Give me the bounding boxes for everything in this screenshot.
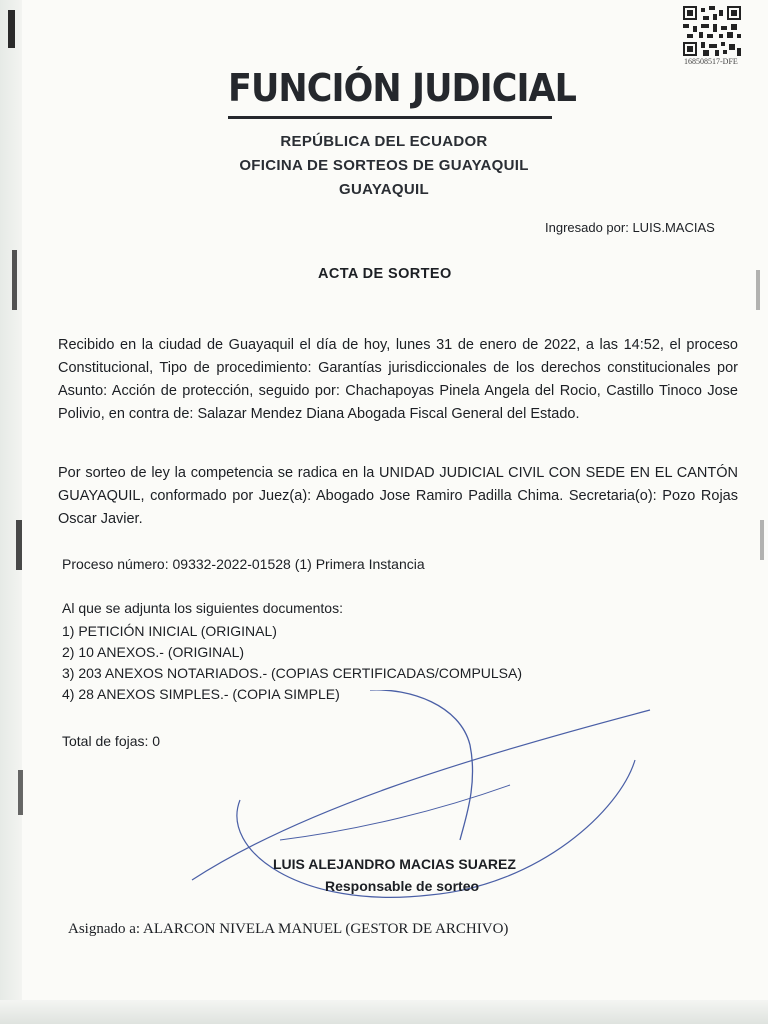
scan-mark bbox=[8, 10, 15, 48]
scan-mark bbox=[16, 520, 22, 570]
office-heading: OFICINA DE SORTEOS DE GUAYAQUIL bbox=[239, 157, 529, 174]
institution-logo-text: FUNCIÓN JUDICIAL bbox=[228, 66, 577, 110]
reception-paragraph: Recibido en la ciudad de Guayaquil el día de hoy, lunes 31 de enero de 2022, a las 14:52, el proceso Constitucional, Tipo de procedimiento: Garantías jurisdiccionales de los derechos constitucionales por Asunto: Acción de protección, seguido por: Chachapoyas Pinela Angela del Rocio, Castillo Tinoco Jose Polivio, en contra de: Salazar Mendez Diana Abogada Fiscal General del Estado. bbox=[58, 337, 738, 422]
attachment-item: 2) 10 ANEXOS.- (ORIGINAL) bbox=[62, 644, 245, 660]
scan-mark bbox=[756, 270, 760, 310]
assigned-to: Asignado a: ALARCON NIVELA MANUEL (GESTOR DE ARCHIVO) bbox=[68, 921, 509, 937]
attachment-item: 3) 203 ANEXOS NOTARIADOS.- (COPIAS CERTIFICADAS/COMPULSA) bbox=[62, 665, 523, 681]
scan-bottom-edge bbox=[0, 1000, 768, 1024]
signer-role: Responsable de sorteo bbox=[325, 878, 480, 894]
document-title: ACTA DE SORTEO bbox=[318, 266, 452, 282]
republic-heading: REPÚBLICA DEL ECUADOR bbox=[280, 133, 488, 150]
total-pages: Total de fojas: 0 bbox=[62, 733, 161, 749]
qr-code-icon bbox=[683, 6, 741, 56]
logo-underline bbox=[228, 116, 552, 119]
attachment-item: 4) 28 ANEXOS SIMPLES.- (COPIA SIMPLE) bbox=[62, 686, 340, 702]
signer-name: LUIS ALEJANDRO MACIAS SUAREZ bbox=[273, 856, 516, 872]
process-number: Proceso número: 09332-2022-01528 (1) Primera Instancia bbox=[62, 556, 425, 572]
scan-left-edge bbox=[0, 0, 22, 1024]
assignment-paragraph: Por sorteo de ley la competencia se radica en la UNIDAD JUDICIAL CIVIL CON SEDE EN EL CANTÓN GUAYAQUIL, conformado por Juez(a): Abogado Jose Ramiro Padilla Chima. Secretaria(o): Pozo Rojas Oscar Javier. bbox=[58, 465, 738, 527]
scan-mark bbox=[12, 250, 17, 310]
city-heading: GUAYAQUIL bbox=[339, 181, 429, 198]
scan-mark bbox=[760, 520, 764, 560]
scan-mark bbox=[18, 770, 23, 815]
attachment-item: 1) PETICIÓN INICIAL (ORIGINAL) bbox=[62, 623, 277, 639]
qr-document-id: 168508517-DFE bbox=[684, 57, 738, 66]
attachments-intro: Al que se adjunta los siguientes documentos: bbox=[62, 600, 343, 616]
entered-by-label: Ingresado por: LUIS.MACIAS bbox=[545, 220, 715, 235]
